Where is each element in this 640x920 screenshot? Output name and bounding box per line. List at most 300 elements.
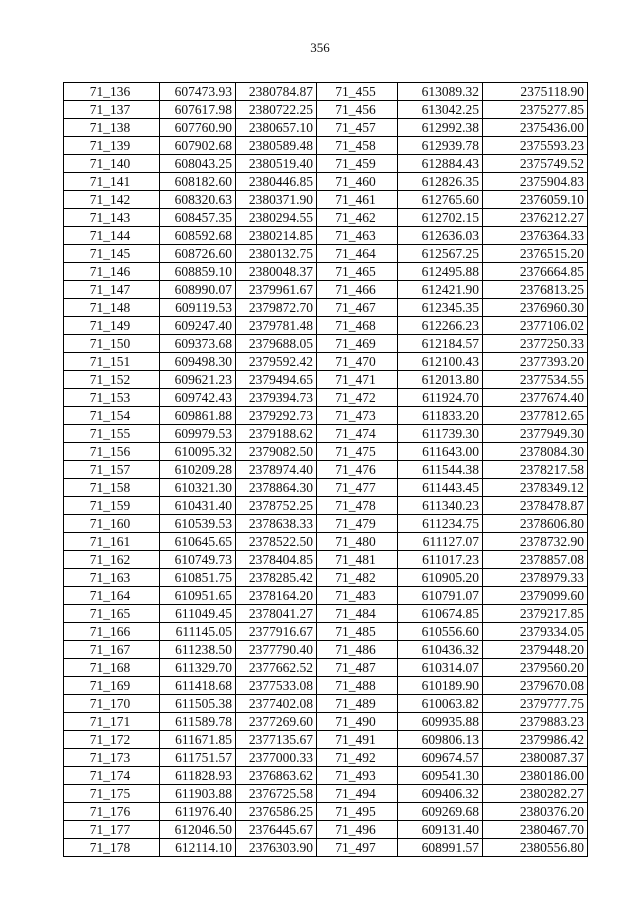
cell-point-id-left: 71_152 — [64, 371, 160, 389]
cell-y-left: 2380519.40 — [236, 155, 317, 173]
cell-point-id-right: 71_473 — [317, 407, 398, 425]
cell-point-id-right: 71_471 — [317, 371, 398, 389]
cell-x-right: 611739.30 — [398, 425, 483, 443]
cell-x-left: 609119.53 — [160, 299, 236, 317]
cell-y-right: 2379670.08 — [483, 677, 588, 695]
table-row — [64, 281, 588, 299]
table-row — [64, 371, 588, 389]
cell-y-right: 2376664.85 — [483, 263, 588, 281]
cell-x-right: 609541.30 — [398, 767, 483, 785]
cell-y-left: 2378974.40 — [236, 461, 317, 479]
cell-x-left: 611329.70 — [160, 659, 236, 677]
cell-point-id-right: 71_476 — [317, 461, 398, 479]
cell-x-right: 611643.00 — [398, 443, 483, 461]
cell-point-id-left: 71_162 — [64, 551, 160, 569]
cell-point-id-right: 71_488 — [317, 677, 398, 695]
cell-x-right: 609806.13 — [398, 731, 483, 749]
cell-point-id-left: 71_145 — [64, 245, 160, 263]
cell-y-left: 2376303.90 — [236, 839, 317, 857]
cell-x-left: 610095.32 — [160, 443, 236, 461]
cell-x-right: 609269.68 — [398, 803, 483, 821]
table-row — [64, 515, 588, 533]
table-row — [64, 317, 588, 335]
cell-y-right: 2375749.52 — [483, 155, 588, 173]
cell-y-right: 2380556.80 — [483, 839, 588, 857]
cell-x-left: 611751.57 — [160, 749, 236, 767]
cell-x-left: 611238.50 — [160, 641, 236, 659]
cell-point-id-right: 71_496 — [317, 821, 398, 839]
cell-x-left: 611976.40 — [160, 803, 236, 821]
table-row — [64, 173, 588, 191]
cell-point-id-right: 71_484 — [317, 605, 398, 623]
table-row — [64, 623, 588, 641]
page-number: 356 — [310, 40, 330, 55]
cell-x-left: 610951.65 — [160, 587, 236, 605]
cell-y-right: 2375593.23 — [483, 137, 588, 155]
table-row — [64, 83, 588, 101]
cell-point-id-left: 71_165 — [64, 605, 160, 623]
cell-y-right: 2378349.12 — [483, 479, 588, 497]
cell-y-left: 2377269.60 — [236, 713, 317, 731]
cell-point-id-left: 71_177 — [64, 821, 160, 839]
cell-x-right: 611127.07 — [398, 533, 483, 551]
cell-x-right: 612567.25 — [398, 245, 483, 263]
cell-y-right: 2377674.40 — [483, 389, 588, 407]
cell-point-id-left: 71_158 — [64, 479, 160, 497]
table-row — [64, 209, 588, 227]
cell-point-id-left: 71_136 — [64, 83, 160, 101]
table-row — [64, 245, 588, 263]
cell-point-id-right: 71_469 — [317, 335, 398, 353]
cell-y-right: 2380467.70 — [483, 821, 588, 839]
cell-y-left: 2379961.67 — [236, 281, 317, 299]
table-row — [64, 569, 588, 587]
cell-x-left: 610321.30 — [160, 479, 236, 497]
cell-point-id-right: 71_468 — [317, 317, 398, 335]
cell-x-left: 608859.10 — [160, 263, 236, 281]
cell-x-right: 610314.07 — [398, 659, 483, 677]
cell-point-id-left: 71_157 — [64, 461, 160, 479]
cell-y-left: 2378041.27 — [236, 605, 317, 623]
cell-y-right: 2377949.30 — [483, 425, 588, 443]
cell-y-left: 2380446.85 — [236, 173, 317, 191]
cell-x-left: 608043.25 — [160, 155, 236, 173]
cell-x-right: 612266.23 — [398, 317, 483, 335]
cell-x-right: 612345.35 — [398, 299, 483, 317]
cell-y-left: 2376725.58 — [236, 785, 317, 803]
cell-point-id-right: 71_482 — [317, 569, 398, 587]
cell-point-id-right: 71_486 — [317, 641, 398, 659]
cell-point-id-right: 71_472 — [317, 389, 398, 407]
cell-y-left: 2376586.25 — [236, 803, 317, 821]
cell-point-id-left: 71_164 — [64, 587, 160, 605]
cell-x-right: 609674.57 — [398, 749, 483, 767]
cell-point-id-right: 71_478 — [317, 497, 398, 515]
cell-y-right: 2380376.20 — [483, 803, 588, 821]
cell-x-left: 610431.40 — [160, 497, 236, 515]
cell-y-left: 2377135.67 — [236, 731, 317, 749]
cell-x-left: 610209.28 — [160, 461, 236, 479]
cell-y-right: 2379099.60 — [483, 587, 588, 605]
cell-point-id-right: 71_477 — [317, 479, 398, 497]
cell-x-right: 612013.80 — [398, 371, 483, 389]
table-row — [64, 659, 588, 677]
cell-x-left: 607473.93 — [160, 83, 236, 101]
cell-y-left: 2380048.37 — [236, 263, 317, 281]
cell-y-left: 2378638.33 — [236, 515, 317, 533]
cell-x-right: 611443.45 — [398, 479, 483, 497]
cell-y-right: 2380087.37 — [483, 749, 588, 767]
cell-x-left: 609742.43 — [160, 389, 236, 407]
cell-point-id-right: 71_497 — [317, 839, 398, 857]
cell-x-right: 610905.20 — [398, 569, 483, 587]
cell-y-right: 2378084.30 — [483, 443, 588, 461]
cell-point-id-left: 71_150 — [64, 335, 160, 353]
cell-point-id-right: 71_479 — [317, 515, 398, 533]
cell-x-left: 610539.53 — [160, 515, 236, 533]
cell-x-right: 609131.40 — [398, 821, 483, 839]
table-row — [64, 263, 588, 281]
table-row — [64, 119, 588, 137]
cell-x-left: 608592.68 — [160, 227, 236, 245]
cell-y-right: 2377250.33 — [483, 335, 588, 353]
table-row — [64, 587, 588, 605]
table-row — [64, 425, 588, 443]
cell-point-id-left: 71_156 — [64, 443, 160, 461]
cell-y-left: 2377662.52 — [236, 659, 317, 677]
cell-x-right: 613089.32 — [398, 83, 483, 101]
cell-point-id-left: 71_159 — [64, 497, 160, 515]
cell-y-right: 2376813.25 — [483, 281, 588, 299]
table-row — [64, 461, 588, 479]
table-row — [64, 335, 588, 353]
cell-y-right: 2379217.85 — [483, 605, 588, 623]
cell-y-right: 2379883.23 — [483, 713, 588, 731]
cell-y-left: 2380371.90 — [236, 191, 317, 209]
cell-x-right: 612702.15 — [398, 209, 483, 227]
cell-point-id-right: 71_481 — [317, 551, 398, 569]
cell-y-left: 2377916.67 — [236, 623, 317, 641]
table-row — [64, 389, 588, 407]
cell-y-right: 2376515.20 — [483, 245, 588, 263]
coordinate-table-body — [64, 83, 588, 857]
cell-point-id-left: 71_143 — [64, 209, 160, 227]
table-row — [64, 137, 588, 155]
cell-point-id-left: 71_169 — [64, 677, 160, 695]
cell-x-left: 611505.38 — [160, 695, 236, 713]
cell-y-right: 2379448.20 — [483, 641, 588, 659]
cell-point-id-right: 71_470 — [317, 353, 398, 371]
cell-y-left: 2379872.70 — [236, 299, 317, 317]
cell-y-left: 2378752.25 — [236, 497, 317, 515]
table-row — [64, 101, 588, 119]
cell-point-id-left: 71_151 — [64, 353, 160, 371]
cell-x-left: 609373.68 — [160, 335, 236, 353]
cell-y-right: 2378478.87 — [483, 497, 588, 515]
table-row — [64, 407, 588, 425]
cell-x-right: 611234.75 — [398, 515, 483, 533]
cell-y-left: 2379688.05 — [236, 335, 317, 353]
cell-y-left: 2377402.08 — [236, 695, 317, 713]
cell-x-right: 612495.88 — [398, 263, 483, 281]
cell-x-left: 608182.60 — [160, 173, 236, 191]
cell-point-id-right: 71_459 — [317, 155, 398, 173]
cell-x-right: 612100.43 — [398, 353, 483, 371]
cell-point-id-right: 71_487 — [317, 659, 398, 677]
cell-point-id-right: 71_463 — [317, 227, 398, 245]
table-row — [64, 677, 588, 695]
cell-x-left: 609247.40 — [160, 317, 236, 335]
cell-y-left: 2379082.50 — [236, 443, 317, 461]
cell-x-left: 610749.73 — [160, 551, 236, 569]
cell-y-right: 2379334.05 — [483, 623, 588, 641]
cell-point-id-right: 71_490 — [317, 713, 398, 731]
cell-y-right: 2380282.27 — [483, 785, 588, 803]
cell-point-id-left: 71_138 — [64, 119, 160, 137]
cell-x-left: 609498.30 — [160, 353, 236, 371]
cell-point-id-right: 71_492 — [317, 749, 398, 767]
cell-y-right: 2376960.30 — [483, 299, 588, 317]
cell-x-right: 611544.38 — [398, 461, 483, 479]
cell-point-id-right: 71_455 — [317, 83, 398, 101]
cell-point-id-left: 71_153 — [64, 389, 160, 407]
cell-y-left: 2380722.25 — [236, 101, 317, 119]
cell-y-right: 2378979.33 — [483, 569, 588, 587]
cell-y-right: 2375277.85 — [483, 101, 588, 119]
cell-x-left: 608457.35 — [160, 209, 236, 227]
cell-point-id-right: 71_489 — [317, 695, 398, 713]
cell-x-right: 612939.78 — [398, 137, 483, 155]
cell-point-id-right: 71_480 — [317, 533, 398, 551]
cell-x-right: 612826.35 — [398, 173, 483, 191]
table-row — [64, 443, 588, 461]
cell-y-left: 2378522.50 — [236, 533, 317, 551]
cell-y-left: 2379592.42 — [236, 353, 317, 371]
cell-point-id-left: 71_155 — [64, 425, 160, 443]
cell-x-right: 612636.03 — [398, 227, 483, 245]
cell-point-id-left: 71_175 — [64, 785, 160, 803]
cell-y-left: 2380657.10 — [236, 119, 317, 137]
cell-y-right: 2375118.90 — [483, 83, 588, 101]
table-row — [64, 767, 588, 785]
cell-x-left: 608320.63 — [160, 191, 236, 209]
table-row — [64, 191, 588, 209]
cell-x-right: 612184.57 — [398, 335, 483, 353]
cell-point-id-right: 71_475 — [317, 443, 398, 461]
cell-y-left: 2377000.33 — [236, 749, 317, 767]
cell-x-left: 609861.88 — [160, 407, 236, 425]
cell-point-id-right: 71_494 — [317, 785, 398, 803]
cell-x-right: 609935.88 — [398, 713, 483, 731]
cell-y-left: 2377790.40 — [236, 641, 317, 659]
cell-point-id-right: 71_460 — [317, 173, 398, 191]
cell-x-left: 611049.45 — [160, 605, 236, 623]
cell-point-id-left: 71_144 — [64, 227, 160, 245]
cell-y-right: 2376364.33 — [483, 227, 588, 245]
cell-point-id-left: 71_178 — [64, 839, 160, 857]
cell-point-id-left: 71_160 — [64, 515, 160, 533]
cell-x-left: 610851.75 — [160, 569, 236, 587]
cell-x-right: 610189.90 — [398, 677, 483, 695]
cell-point-id-right: 71_495 — [317, 803, 398, 821]
cell-x-right: 608991.57 — [398, 839, 483, 857]
cell-y-right: 2378857.08 — [483, 551, 588, 569]
cell-x-left: 611828.93 — [160, 767, 236, 785]
cell-y-right: 2377106.02 — [483, 317, 588, 335]
table-row — [64, 731, 588, 749]
cell-y-left: 2378164.20 — [236, 587, 317, 605]
cell-point-id-right: 71_466 — [317, 281, 398, 299]
cell-x-right: 610063.82 — [398, 695, 483, 713]
cell-point-id-right: 71_493 — [317, 767, 398, 785]
cell-x-right: 612765.60 — [398, 191, 483, 209]
cell-y-right: 2379560.20 — [483, 659, 588, 677]
cell-y-left: 2376863.62 — [236, 767, 317, 785]
table-row — [64, 551, 588, 569]
cell-y-right: 2379777.75 — [483, 695, 588, 713]
cell-point-id-right: 71_485 — [317, 623, 398, 641]
cell-x-right: 610556.60 — [398, 623, 483, 641]
cell-point-id-right: 71_483 — [317, 587, 398, 605]
cell-point-id-right: 71_458 — [317, 137, 398, 155]
table-row — [64, 155, 588, 173]
cell-y-right: 2377812.65 — [483, 407, 588, 425]
cell-point-id-left: 71_148 — [64, 299, 160, 317]
cell-point-id-left: 71_167 — [64, 641, 160, 659]
cell-point-id-left: 71_174 — [64, 767, 160, 785]
cell-x-right: 610436.32 — [398, 641, 483, 659]
cell-y-left: 2380784.87 — [236, 83, 317, 101]
cell-y-left: 2379494.65 — [236, 371, 317, 389]
table-row — [64, 641, 588, 659]
table-row — [64, 353, 588, 371]
cell-x-left: 611589.78 — [160, 713, 236, 731]
table-row — [64, 713, 588, 731]
cell-x-right: 612421.90 — [398, 281, 483, 299]
cell-y-right: 2376212.27 — [483, 209, 588, 227]
cell-y-left: 2379394.73 — [236, 389, 317, 407]
table-row — [64, 695, 588, 713]
table-row — [64, 497, 588, 515]
cell-point-id-right: 71_461 — [317, 191, 398, 209]
cell-point-id-left: 71_140 — [64, 155, 160, 173]
cell-x-left: 612046.50 — [160, 821, 236, 839]
cell-point-id-left: 71_142 — [64, 191, 160, 209]
cell-x-left: 607617.98 — [160, 101, 236, 119]
cell-x-left: 610645.65 — [160, 533, 236, 551]
cell-point-id-left: 71_171 — [64, 713, 160, 731]
cell-x-left: 611418.68 — [160, 677, 236, 695]
cell-point-id-right: 71_474 — [317, 425, 398, 443]
cell-point-id-left: 71_146 — [64, 263, 160, 281]
cell-point-id-left: 71_149 — [64, 317, 160, 335]
cell-x-right: 611017.23 — [398, 551, 483, 569]
cell-point-id-right: 71_467 — [317, 299, 398, 317]
cell-x-left: 611671.85 — [160, 731, 236, 749]
table-row — [64, 299, 588, 317]
cell-y-left: 2379781.48 — [236, 317, 317, 335]
cell-point-id-right: 71_457 — [317, 119, 398, 137]
table-row — [64, 227, 588, 245]
cell-x-left: 607902.68 — [160, 137, 236, 155]
cell-x-right: 612992.38 — [398, 119, 483, 137]
cell-y-left: 2380294.55 — [236, 209, 317, 227]
cell-x-left: 609621.23 — [160, 371, 236, 389]
cell-point-id-left: 71_170 — [64, 695, 160, 713]
cell-x-left: 608726.60 — [160, 245, 236, 263]
cell-y-right: 2375904.83 — [483, 173, 588, 191]
cell-point-id-left: 71_172 — [64, 731, 160, 749]
cell-point-id-left: 71_147 — [64, 281, 160, 299]
cell-y-right: 2378606.80 — [483, 515, 588, 533]
cell-y-right: 2378732.90 — [483, 533, 588, 551]
cell-x-right: 611340.23 — [398, 497, 483, 515]
table-row — [64, 803, 588, 821]
cell-y-right: 2378217.58 — [483, 461, 588, 479]
cell-point-id-right: 71_462 — [317, 209, 398, 227]
table-row — [64, 821, 588, 839]
cell-point-id-left: 71_173 — [64, 749, 160, 767]
cell-y-left: 2379292.73 — [236, 407, 317, 425]
cell-point-id-left: 71_166 — [64, 623, 160, 641]
cell-y-left: 2376445.67 — [236, 821, 317, 839]
cell-y-right: 2376059.10 — [483, 191, 588, 209]
cell-point-id-right: 71_465 — [317, 263, 398, 281]
cell-y-right: 2375436.00 — [483, 119, 588, 137]
cell-y-right: 2377534.55 — [483, 371, 588, 389]
cell-x-right: 613042.25 — [398, 101, 483, 119]
table-row — [64, 605, 588, 623]
table-row — [64, 839, 588, 857]
table-row — [64, 479, 588, 497]
cell-y-left: 2378285.42 — [236, 569, 317, 587]
cell-y-left: 2380214.85 — [236, 227, 317, 245]
cell-y-left: 2378404.85 — [236, 551, 317, 569]
table-row — [64, 749, 588, 767]
cell-y-left: 2378864.30 — [236, 479, 317, 497]
cell-x-left: 608990.07 — [160, 281, 236, 299]
cell-x-right: 610674.85 — [398, 605, 483, 623]
cell-x-right: 611924.70 — [398, 389, 483, 407]
table-row — [64, 533, 588, 551]
cell-point-id-left: 71_137 — [64, 101, 160, 119]
cell-x-right: 611833.20 — [398, 407, 483, 425]
cell-x-left: 607760.90 — [160, 119, 236, 137]
cell-x-left: 609979.53 — [160, 425, 236, 443]
table-row — [64, 785, 588, 803]
cell-y-left: 2380589.48 — [236, 137, 317, 155]
cell-x-left: 612114.10 — [160, 839, 236, 857]
cell-y-right: 2380186.00 — [483, 767, 588, 785]
cell-x-left: 611145.05 — [160, 623, 236, 641]
cell-y-left: 2377533.08 — [236, 677, 317, 695]
cell-point-id-left: 71_163 — [64, 569, 160, 587]
cell-point-id-left: 71_154 — [64, 407, 160, 425]
cell-x-right: 610791.07 — [398, 587, 483, 605]
cell-point-id-left: 71_139 — [64, 137, 160, 155]
cell-y-left: 2380132.75 — [236, 245, 317, 263]
cell-point-id-right: 71_491 — [317, 731, 398, 749]
cell-y-left: 2379188.62 — [236, 425, 317, 443]
cell-x-left: 611903.88 — [160, 785, 236, 803]
cell-point-id-left: 71_176 — [64, 803, 160, 821]
coordinate-table — [63, 82, 588, 857]
cell-point-id-right: 71_456 — [317, 101, 398, 119]
cell-point-id-left: 71_168 — [64, 659, 160, 677]
cell-y-right: 2379986.42 — [483, 731, 588, 749]
cell-point-id-left: 71_161 — [64, 533, 160, 551]
cell-point-id-right: 71_464 — [317, 245, 398, 263]
